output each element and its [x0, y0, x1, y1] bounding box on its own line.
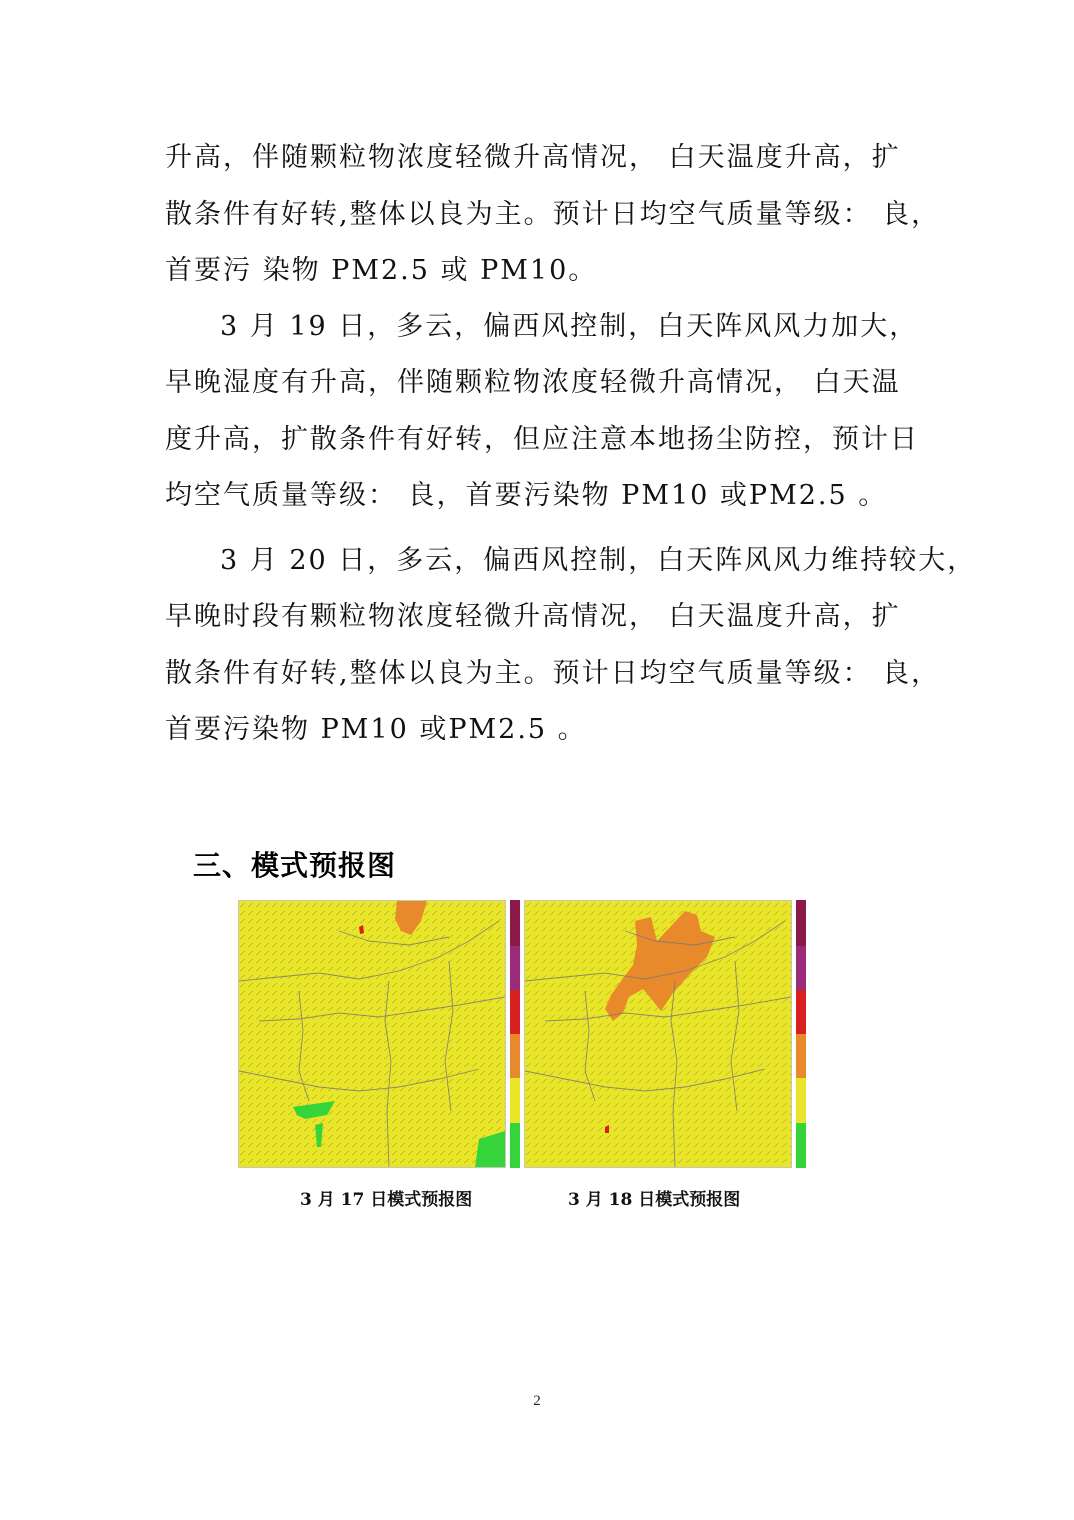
text-line: 度升高，扩散条件有好转，但应注意本地扬尘防控，预计日 [165, 424, 919, 455]
page-number: 2 [533, 1393, 541, 1409]
text-line: 3 月 20 日，多云，偏西风控制，白天阵风风力维持较大， [220, 545, 977, 576]
legend-bar-0317 [510, 900, 520, 1168]
text-line: 3 月 19 日，多云，偏西风控制，白天阵风风力加大， [220, 311, 919, 342]
text-line: 升高，伴随颗粒物浓度轻微升高情况， 白天温度升高，扩 [165, 142, 901, 173]
text-line: 首要污 染物 PM2.5 或 PM10。 [165, 255, 598, 286]
figure-caption-0318: 3 月 18 日模式预报图 [568, 1190, 741, 1210]
figure-caption-0317: 3 月 17 日模式预报图 [300, 1190, 473, 1210]
forecast-map-0318 [524, 900, 792, 1168]
text-line: 散条件有好转,整体以良为主。预计日均空气质量等级： 良， [165, 658, 941, 689]
legend-bar-0318 [796, 900, 806, 1168]
text-line: 散条件有好转,整体以良为主。预计日均空气质量等级： 良， [165, 199, 941, 230]
text-line: 早晚时段有颗粒物浓度轻微升高情况， 白天温度升高，扩 [165, 601, 901, 632]
text-line: 首要污染物 PM10 或PM2.5 。 [165, 714, 587, 745]
section-heading: 三、模式预报图 [193, 849, 397, 882]
forecast-map-0317 [238, 900, 506, 1168]
text-line: 均空气质量等级： 良，首要污染物 PM10 或PM2.5 。 [165, 480, 888, 511]
text-line: 早晚湿度有升高，伴随颗粒物浓度轻微升高情况， 白天温 [165, 367, 901, 398]
